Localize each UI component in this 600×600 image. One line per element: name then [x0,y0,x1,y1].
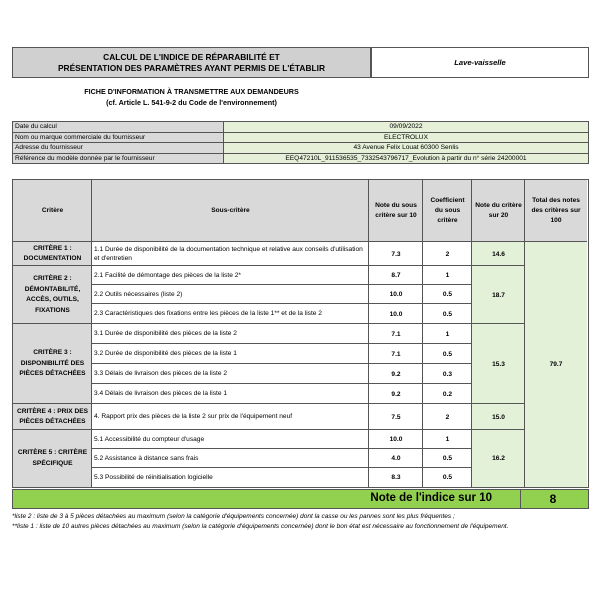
subcriterion-score: 10.0 [389,310,403,318]
info-row [13,154,588,164]
header-total: Total des notes des critères sur 100 [525,180,587,242]
subcriterion-score: 10.0 [389,436,403,443]
subcriterion-coefficient: 0.5 [442,474,453,481]
subcriterion-label: 3.4 Délais de livraison des pièces de la liste 1 [94,390,228,398]
criterion-2: CRITÈRE 2 : DÉMONTABILITÉ, ACCÈS, OUTILS, FIXATIONS [13,266,92,324]
subcriterion-coefficient: 0.5 [442,310,453,318]
subcriterion-coefficient: 0.5 [442,350,453,358]
subcriterion-coefficient: 1 [445,272,450,279]
subcriterion-coefficient: 0.3 [442,370,453,378]
subcriterion-coefficient: 0.5 [442,291,453,298]
subcriterion-label: 2.1 Facilité de démontage des pièces de la liste 2* [94,271,241,279]
title-line-2: PRÉSENTATION DES PARAMÈTRES AYANT PERMIS DE L'ÉTABLIR [57,62,326,73]
subcriterion-label: 3.3 Délais de livraison des pièces de la liste 2 [94,370,228,378]
criterion-3-score: 15.3 [472,324,525,404]
final-index-label: Note de l'indice sur 10 [370,492,492,504]
criterion-1: CRITÈRE 1 : DOCUMENTATION [13,242,92,266]
info-row [13,143,588,154]
subcriterion-score: 7.5 [391,413,401,421]
subcriterion-score: 8.3 [391,474,401,481]
subcriterion-coefficient: 2 [445,250,450,258]
criterion-2-score: 18.7 [472,266,525,324]
subcriterion-score: 7.1 [391,350,401,358]
subcriterion-coefficient: 0.5 [442,455,453,462]
subcriterion-label: 2.2 Outils nécessaires (liste 2) [94,290,183,298]
subcriterion-score: 4.0 [391,455,401,462]
product-name: Lave-vaisselle [371,47,589,78]
title-line-1: CALCUL DE L'INDICE DE RÉPARABILITÉ ET [103,51,280,62]
header-note-sous-critere: Note du sous critère sur 10 [369,180,423,242]
subcriterion-coefficient: 0.2 [442,390,453,398]
subcriterion-label: 3.1 Durée de disponibilité des pièces de la liste 2 [94,330,237,338]
subcriterion-score: 7.1 [391,330,401,338]
subcriterion-coefficient: 1 [445,330,450,338]
criterion-4: CRITÈRE 4 : PRIX DES PIÈCES DÉTACHÉES [13,404,92,430]
header-note-critere: Note du critère sur 20 [472,180,525,242]
info-value: 43 Avenue Felix Louat 60300 Senlis [224,143,588,153]
footnote-list-2: *liste 2 : liste de 3 à 5 pièces détachées au maximum (selon la catégorie d'équipements concernée) dont la casse ou les pannes sont les plus fréquentes ; [12,513,455,520]
info-value: ELECTROLUX [224,133,588,143]
repairability-score-table [12,179,589,488]
info-row [13,122,588,133]
info-row [13,133,588,144]
subcriterion-score: 10.0 [389,291,403,298]
subcriterion-score: 8.7 [391,272,401,279]
info-value: EEQ47210L_911536535_7332543796717_Evolution à partir du n° série 24200001 [224,154,588,164]
header-critere: Critère [13,180,92,242]
index-title [12,47,371,78]
criterion-3: CRITÈRE 3 : DISPONIBILITÉ DES PIÈCES DÉTACHÉES [13,324,92,404]
fiche-line-2: (cf. Article L. 541-9-2 du Code de l'environnement) [106,98,277,107]
footnotes [12,512,592,532]
criterion-5-score: 16.2 [472,430,525,487]
final-index-value: 8 [549,492,557,506]
info-value: 09/09/2022 [224,122,588,132]
info-label: Nom ou marque commerciale du fournisseur [13,133,224,143]
subcriterion-label: 5.2 Assistance à distance sans frais [94,454,199,462]
subcriterion-score: 7.3 [391,250,401,258]
fiche-line-1: FICHE D'INFORMATION À TRANSMETTRE AUX DEMANDEURS [84,87,299,96]
subcriterion-score: 9.2 [391,390,401,398]
info-label: Adresse du fournisseur [13,143,224,153]
info-label: Date du calcul [13,122,224,132]
supplier-info-table [12,121,589,164]
subcriterion-label: 5.3 Possibilité de réinitialisation logicielle [94,473,213,481]
subcriterion-label: 5.1 Accessibilité du compteur d'usage [94,435,205,443]
header-sous-critere: Sous-critère [92,180,369,242]
total-score: 79.7 [525,242,587,487]
subcriterion-label: 2.3 Caractéristiques des fixations entre les pièces de la liste 1** et de la liste 2 [94,310,322,318]
criterion-4-score: 15.0 [472,404,525,430]
info-label: Référence du modèle donnée par le fournisseur [13,154,224,164]
subcriterion-score: 9.2 [391,370,401,378]
final-index-bar [12,489,589,509]
subcriterion-label: 3.2 Durée de disponibilité des pièces de la liste 1 [94,350,237,358]
subcriterion-label: 1.1 Durée de disponibilité de la documentation technique et relative aux conseils d'utilisation et d'entretien [94,245,363,262]
footnote-list-1: **liste 1 : liste de 10 autres pièces détachées au maximum (selon la catégorie d'équipements concernée) dont le bon état est nécessaire au fonctionnement de l'équipement. [12,523,509,530]
fiche-heading [12,86,371,108]
criterion-5: CRITÈRE 5 : CRITÈRE SPÉCIFIQUE [13,430,92,487]
header-coefficient: Coefficient du sous critère [423,180,472,242]
subcriterion-label: 4. Rapport prix des pièces de la liste 2 sur prix de l'équipement neuf [94,413,293,421]
criterion-1-score: 14.6 [472,242,525,266]
subcriterion-coefficient: 1 [445,436,450,443]
subcriterion-coefficient: 2 [445,413,450,421]
